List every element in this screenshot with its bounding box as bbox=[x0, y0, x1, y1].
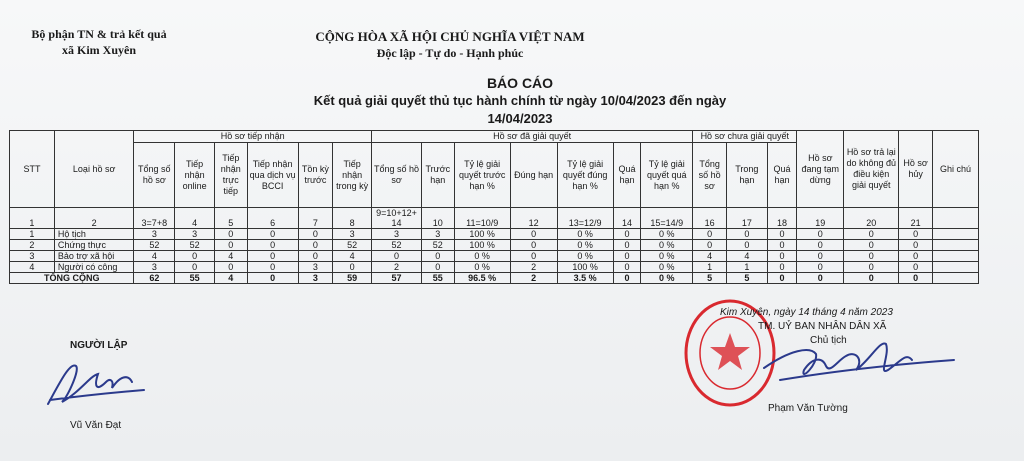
table-cell: 0 % bbox=[641, 273, 693, 284]
table-cell: 0 % bbox=[641, 240, 693, 251]
table-cell: 0 bbox=[844, 273, 899, 284]
table-cell: 13=12/9 bbox=[557, 208, 613, 229]
table-cell: 55 bbox=[175, 273, 215, 284]
country-name: CỘNG HÒA XÃ HỘI CHỦ NGHĨA VIỆT NAM bbox=[315, 29, 585, 44]
col-header: Tỷ lệ giải quyết trước hạn % bbox=[454, 143, 510, 208]
national-motto bbox=[300, 28, 600, 62]
table-cell: 0 bbox=[422, 251, 455, 262]
table-cell: 0 bbox=[247, 273, 298, 284]
table-cell: 0 bbox=[613, 229, 641, 240]
table-cell: 2 bbox=[510, 262, 557, 273]
col-huy: Hồ sơ hủy bbox=[899, 131, 933, 208]
table-cell: 3 bbox=[298, 273, 333, 284]
col-header: Tỷ lệ giải quyết quá hạn % bbox=[641, 143, 693, 208]
table-cell: 100 % bbox=[557, 262, 613, 273]
table-cell: 18 bbox=[767, 208, 797, 229]
report-table bbox=[9, 130, 979, 284]
table-cell: 0 bbox=[613, 240, 641, 251]
table-cell: 0 bbox=[510, 229, 557, 240]
col-ghi-chu: Ghi chú bbox=[932, 131, 978, 208]
table-cell: 0 bbox=[767, 262, 797, 273]
table-cell: 0 bbox=[844, 229, 899, 240]
issuer-commune: xã Kim Xuyên bbox=[61, 43, 136, 57]
table-cell: 0 % bbox=[557, 251, 613, 262]
table-cell: Người có công bbox=[54, 262, 134, 273]
table-cell: 0 bbox=[726, 229, 767, 240]
table-cell: Hộ tịch bbox=[54, 229, 134, 240]
table-cell: 3 bbox=[298, 262, 333, 273]
table-cell: 0 bbox=[214, 240, 247, 251]
table-cell: 7 bbox=[298, 208, 333, 229]
table-cell: 3 bbox=[175, 229, 215, 240]
table-cell: 0 bbox=[797, 251, 844, 262]
table-cell: 8 bbox=[333, 208, 372, 229]
table-cell: 3 bbox=[372, 229, 422, 240]
approver-org: TM. UỶ BAN NHÂN DÂN XÃ bbox=[758, 321, 887, 332]
table-cell: 3 bbox=[10, 251, 55, 262]
table-cell: 14 bbox=[613, 208, 641, 229]
col-header: Tổng số hồ sơ bbox=[372, 143, 422, 208]
table-cell bbox=[932, 273, 978, 284]
table-cell: 0 bbox=[844, 240, 899, 251]
table-cell: 0 % bbox=[454, 262, 510, 273]
table-cell: 5 bbox=[726, 273, 767, 284]
table-cell: 52 bbox=[333, 240, 372, 251]
table-cell: 3 bbox=[422, 229, 455, 240]
table-cell: 6 bbox=[247, 208, 298, 229]
table-cell: 1 bbox=[693, 262, 727, 273]
col-header: Tồn kỳ trước bbox=[298, 143, 333, 208]
table-cell: 1 bbox=[10, 208, 55, 229]
table-cell: 4 bbox=[134, 251, 175, 262]
table-row bbox=[10, 240, 979, 251]
col-stt: STT bbox=[10, 131, 55, 208]
table-cell: 4 bbox=[214, 273, 247, 284]
table-cell: 0 bbox=[247, 262, 298, 273]
table-cell: 0 bbox=[844, 262, 899, 273]
table-cell: 0 bbox=[175, 251, 215, 262]
table-cell: 0 bbox=[726, 240, 767, 251]
table-cell: 0 bbox=[797, 240, 844, 251]
table-row bbox=[10, 229, 979, 240]
table-cell: 0 bbox=[247, 229, 298, 240]
table-cell: 0 bbox=[693, 229, 727, 240]
table-cell: 0 % bbox=[454, 251, 510, 262]
table-cell: 16 bbox=[693, 208, 727, 229]
table-cell: 2 bbox=[54, 208, 134, 229]
table-cell bbox=[932, 240, 978, 251]
table-cell: 52 bbox=[422, 240, 455, 251]
col-header: Tiếp nhận qua dịch vụ BCCI bbox=[247, 143, 298, 208]
table-cell: 0 % bbox=[641, 262, 693, 273]
table-cell: 1 bbox=[10, 229, 55, 240]
table-cell: 0 bbox=[844, 251, 899, 262]
table-cell: 20 bbox=[844, 208, 899, 229]
group-chua-giai-quyet: Hồ sơ chưa giải quyết bbox=[693, 131, 797, 143]
preparer-name: Vũ Văn Đạt bbox=[70, 420, 122, 431]
table-cell: 19 bbox=[797, 208, 844, 229]
table-cell: 0 bbox=[372, 251, 422, 262]
table-cell: 57 bbox=[372, 273, 422, 284]
table-cell: 3=7+8 bbox=[134, 208, 175, 229]
table-cell: 62 bbox=[134, 273, 175, 284]
table-cell: 0 bbox=[899, 229, 933, 240]
table-cell: 2 bbox=[372, 262, 422, 273]
table-cell: 0 bbox=[510, 240, 557, 251]
table-cell: 100 % bbox=[454, 229, 510, 240]
preparer-role: NGƯỜI LẬP bbox=[70, 340, 128, 351]
col-header: Trong hạn bbox=[726, 143, 767, 208]
table-cell: 0 % bbox=[641, 251, 693, 262]
col-header: Tiếp nhận trực tiếp bbox=[214, 143, 247, 208]
table-cell: 4 bbox=[214, 251, 247, 262]
table-cell: 4 bbox=[10, 262, 55, 273]
table-cell: 0 bbox=[175, 262, 215, 273]
table-cell: 0 bbox=[899, 273, 933, 284]
table-cell: 0 bbox=[298, 240, 333, 251]
preparer-signature-icon bbox=[40, 352, 150, 412]
report-title-block bbox=[300, 74, 740, 128]
table-cell: 0 bbox=[797, 262, 844, 273]
table-cell: 11=10/9 bbox=[454, 208, 510, 229]
table-cell: 52 bbox=[175, 240, 215, 251]
table-cell: 0 bbox=[767, 229, 797, 240]
group-da-giai-quyet: Hồ sơ đã giải quyết bbox=[372, 131, 693, 143]
table-cell: 0 bbox=[797, 273, 844, 284]
table-cell: 3 bbox=[134, 229, 175, 240]
approver-signature-icon bbox=[760, 330, 960, 390]
col-tra-lai: Hồ sơ trả lại do không đủ điều kiện giải quyết bbox=[844, 131, 899, 208]
table-cell: 0 bbox=[767, 240, 797, 251]
table-cell: 4 bbox=[333, 251, 372, 262]
table-cell: 0 bbox=[767, 273, 797, 284]
table-cell: 0 bbox=[214, 229, 247, 240]
table-cell: 0 bbox=[247, 240, 298, 251]
index-row bbox=[10, 208, 979, 229]
table-cell: 0 bbox=[613, 273, 641, 284]
table-cell: 59 bbox=[333, 273, 372, 284]
table-cell: 0 bbox=[247, 251, 298, 262]
table-cell: Bảo trợ xã hội bbox=[54, 251, 134, 262]
table-cell: 52 bbox=[372, 240, 422, 251]
col-header: Tổng số hồ sơ bbox=[134, 143, 175, 208]
issuer-block bbox=[14, 26, 184, 58]
col-header: Tiếp nhận trong kỳ bbox=[333, 143, 372, 208]
table-cell: 0 bbox=[899, 262, 933, 273]
table-cell: 4 bbox=[726, 251, 767, 262]
table-cell: 0 bbox=[899, 251, 933, 262]
table-cell: 96.5 % bbox=[454, 273, 510, 284]
col-header: Tổng số hồ sơ bbox=[693, 143, 727, 208]
report-subtitle: Kết quả giải quyết thủ tục hành chính từ ngày 10/04/2023 đến ngày 14/04/2023 bbox=[313, 93, 727, 126]
table-cell: 0 bbox=[899, 240, 933, 251]
table-cell: 17 bbox=[726, 208, 767, 229]
total-label: TỔNG CỘNG bbox=[10, 273, 134, 284]
table-cell: 3.5 % bbox=[557, 273, 613, 284]
table-cell: Chứng thực bbox=[54, 240, 134, 251]
col-header: Tỷ lệ giải quyết đúng hạn % bbox=[557, 143, 613, 208]
total-row bbox=[10, 273, 979, 284]
issuer-department: Bộ phận TN & trả kết quả bbox=[31, 27, 167, 41]
table-cell: 0 bbox=[613, 251, 641, 262]
table-cell: 1 bbox=[726, 262, 767, 273]
group-tiep-nhan: Hồ sơ tiếp nhận bbox=[134, 131, 372, 143]
table-cell: 0 bbox=[510, 251, 557, 262]
table-cell: 10 bbox=[422, 208, 455, 229]
table-cell: 0 bbox=[214, 262, 247, 273]
table-cell: 0 bbox=[797, 229, 844, 240]
table-cell: 0 % bbox=[641, 229, 693, 240]
table-cell: 3 bbox=[134, 262, 175, 273]
table-cell: 3 bbox=[333, 229, 372, 240]
table-cell: 55 bbox=[422, 273, 455, 284]
table-cell: 0 % bbox=[557, 240, 613, 251]
table-cell: 0 bbox=[298, 229, 333, 240]
table-cell: 0 % bbox=[557, 229, 613, 240]
table-cell: 0 bbox=[422, 262, 455, 273]
table-cell: 21 bbox=[899, 208, 933, 229]
table-cell bbox=[932, 262, 978, 273]
col-header: Quá hạn bbox=[613, 143, 641, 208]
report-title: BÁO CÁO bbox=[486, 75, 554, 91]
approver-name: Phạm Văn Tường bbox=[768, 403, 848, 414]
table-cell bbox=[932, 251, 978, 262]
motto: Độc lập - Tự do - Hạnh phúc bbox=[376, 46, 524, 60]
table-row bbox=[10, 251, 979, 262]
table-row bbox=[10, 262, 979, 273]
col-tam-dung: Hồ sơ đang tạm dừng bbox=[797, 131, 844, 208]
table-cell: 2 bbox=[510, 273, 557, 284]
table-cell: 9=10+12+ 14 bbox=[372, 208, 422, 229]
table-cell: 0 bbox=[613, 262, 641, 273]
col-header: Đúng hạn bbox=[510, 143, 557, 208]
table-cell bbox=[932, 229, 978, 240]
table-cell: 4 bbox=[175, 208, 215, 229]
col-header: Quá hạn bbox=[767, 143, 797, 208]
approver-role: Chủ tịch bbox=[810, 335, 847, 346]
table-cell: 2 bbox=[10, 240, 55, 251]
table-cell: 5 bbox=[693, 273, 727, 284]
signing-date: Kim Xuyên, ngày 14 tháng 4 năm 2023 bbox=[720, 307, 893, 318]
table-cell: 0 bbox=[298, 251, 333, 262]
col-header: Trước hạn bbox=[422, 143, 455, 208]
col-header: Tiếp nhận online bbox=[175, 143, 215, 208]
table-cell: 12 bbox=[510, 208, 557, 229]
table-cell: 0 bbox=[333, 262, 372, 273]
table-cell: 15=14/9 bbox=[641, 208, 693, 229]
table-cell: 4 bbox=[693, 251, 727, 262]
table-cell bbox=[932, 208, 978, 229]
col-loai-ho-so: Loại hồ sơ bbox=[54, 131, 134, 208]
table-cell: 0 bbox=[767, 251, 797, 262]
table-cell: 5 bbox=[214, 208, 247, 229]
table-cell: 100 % bbox=[454, 240, 510, 251]
table-cell: 0 bbox=[693, 240, 727, 251]
table-cell: 52 bbox=[134, 240, 175, 251]
